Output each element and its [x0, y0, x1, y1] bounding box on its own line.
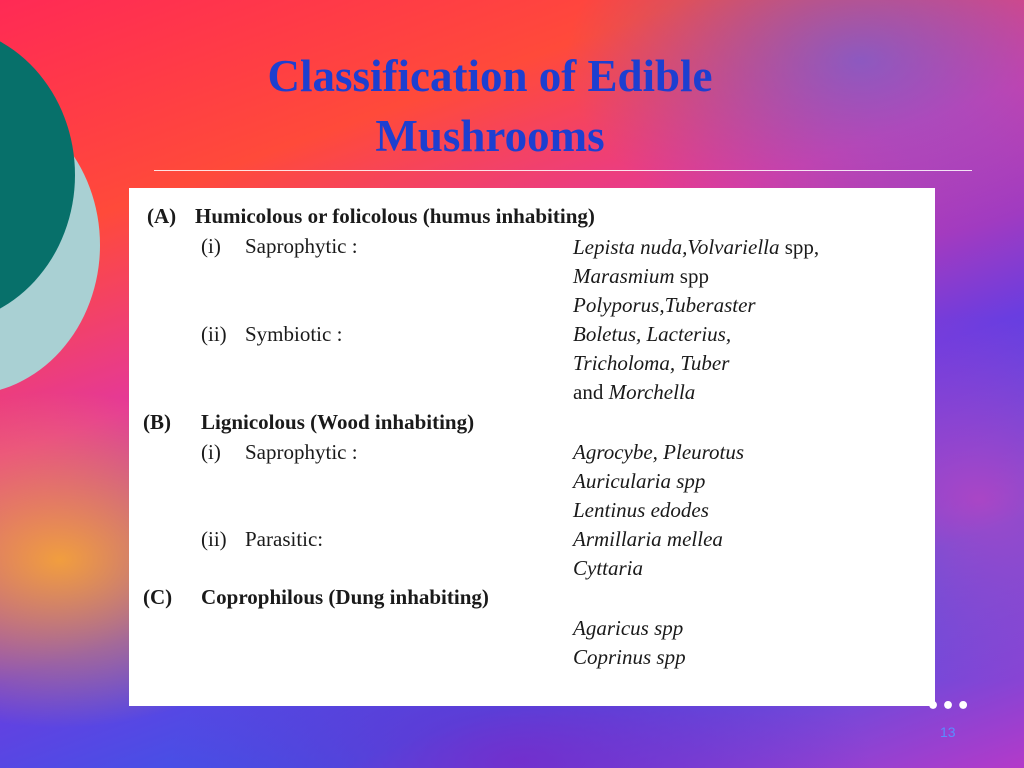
species-line: Boletus, Lacterius,	[573, 322, 732, 346]
species-line: Auricularia spp	[573, 469, 706, 493]
species-name: Marasmium	[573, 264, 675, 288]
species-line: Agrocybe, Pleurotus	[573, 440, 745, 464]
species-name: Lepista nuda,Volvariella	[573, 235, 780, 259]
section-b-i-name: Saprophytic :	[245, 440, 358, 464]
species-suffix: spp,	[784, 235, 820, 259]
slide-title	[150, 46, 830, 166]
page-number: 13	[940, 724, 956, 740]
slide-title-line-2: Mushrooms	[375, 111, 605, 161]
section-c-heading: Coprophilous (Dung inhabiting)	[201, 585, 489, 609]
species-suffix: spp	[679, 264, 709, 288]
section-b-i-label: (i)	[201, 440, 221, 464]
species-line	[573, 235, 819, 260]
species-line: Polyporus,Tuberaster	[573, 293, 756, 317]
species-line: Lentinus edodes	[573, 498, 709, 522]
more-options-icon: •••	[926, 694, 972, 719]
section-b-label: (B)	[143, 410, 171, 434]
section-a-label: (A)	[147, 204, 177, 228]
species-line: Cyttaria	[573, 556, 644, 580]
species-name: Morchella	[608, 380, 696, 404]
species-line	[573, 264, 709, 289]
species-line: Tricholoma, Tuber	[573, 351, 730, 375]
species-line: Armillaria mellea	[573, 527, 723, 551]
section-a-ii-name: Symbiotic :	[245, 322, 343, 346]
classification-panel	[129, 188, 935, 706]
section-a-ii-label: (ii)	[201, 322, 227, 346]
species-line: Agaricus spp	[573, 616, 684, 640]
slide-title-line-1: Classification of Edible	[267, 51, 713, 101]
section-a-i-name: Saprophytic :	[245, 234, 358, 258]
section-a-heading: Humicolous or folicolous (humus inhabiting)	[195, 204, 595, 228]
section-b-ii-label: (ii)	[201, 527, 227, 551]
title-divider	[154, 170, 972, 171]
species-line: Coprinus spp	[573, 645, 686, 669]
section-b-ii-name: Parasitic:	[245, 527, 324, 551]
species-line	[573, 380, 695, 405]
section-c-label: (C)	[143, 585, 173, 609]
species-conjunction: and	[573, 380, 604, 404]
section-b-heading: Lignicolous (Wood inhabiting)	[201, 410, 475, 434]
section-a-i-label: (i)	[201, 234, 221, 258]
